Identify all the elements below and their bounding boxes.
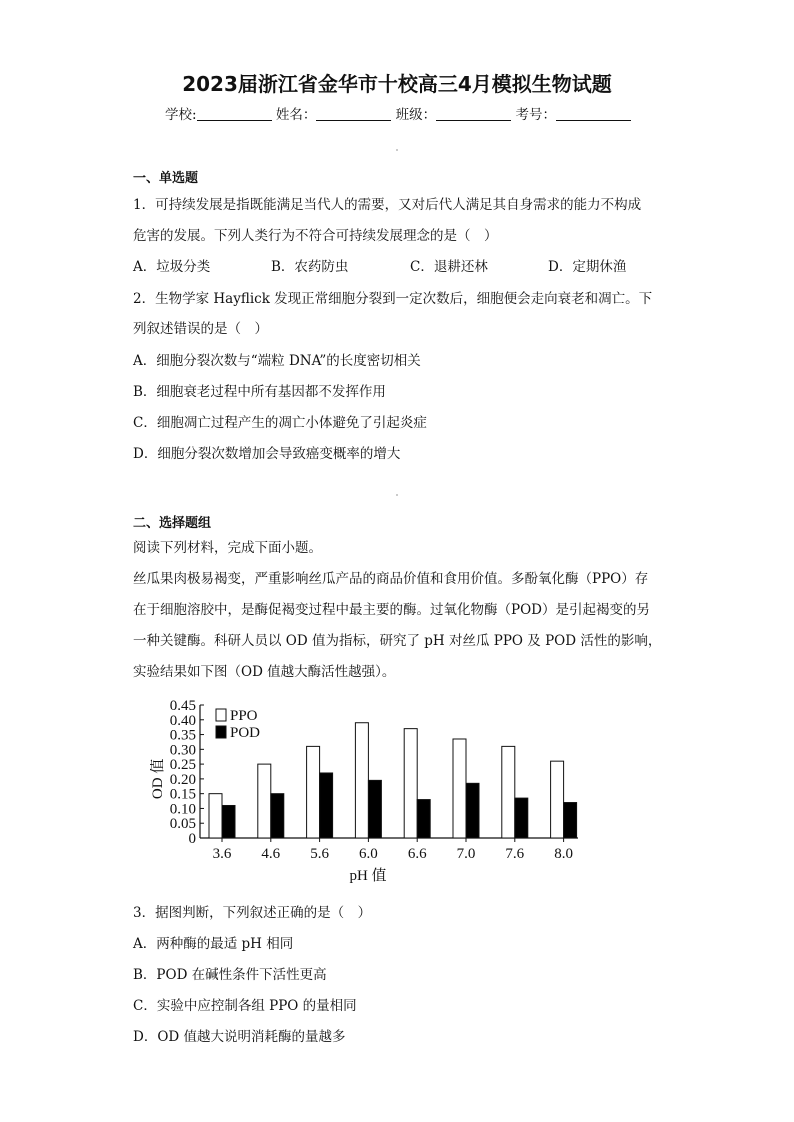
od-ph-bar-chart [150, 693, 590, 888]
bar-ppo-3.6 [209, 794, 222, 838]
question-3-option-a[interactable]: A．两种酶的最适 pH 相同 [133, 936, 294, 952]
divider-dot [396, 494, 398, 496]
question-3-option-b[interactable]: B．POD 在碱性条件下活性更高 [133, 967, 327, 983]
school-label: 学校: [165, 107, 197, 123]
bar-pod-8.0 [564, 803, 577, 838]
bar-pod-7.6 [515, 798, 528, 838]
question-2-option-d[interactable]: D．细胞分裂次数增加会导致癌变概率的增大 [133, 446, 401, 462]
bar-ppo-7.6 [502, 746, 515, 838]
y-axis-title: OD 值 [150, 758, 166, 800]
y-tick-label: 0.10 [169, 801, 196, 818]
bar-ppo-7.0 [453, 739, 466, 838]
x-tick-label: 7.0 [456, 846, 476, 862]
divider-dot [396, 149, 398, 151]
school-field[interactable] [197, 106, 272, 121]
x-tick-label: 3.6 [212, 846, 232, 862]
bar-ppo-6.0 [355, 723, 368, 838]
x-tick-label: 7.6 [505, 846, 525, 862]
passage-line-2: 在于细胞溶胶中，是酶促褐变过程中最主要的酶。过氧化物酶（POD）是引起褐变的另 [133, 602, 650, 618]
legend-swatch-pod [216, 726, 226, 738]
question-2-line-1: 2．生物学家 Hayflick 发现正常细胞分裂到一定次数后，细胞便会走向衰老和凋亡。下 [133, 291, 653, 307]
y-tick-label: 0.15 [169, 786, 196, 803]
bar-pod-3.6 [222, 805, 235, 838]
student-info-line [165, 103, 631, 123]
bar-ppo-5.6 [307, 746, 320, 838]
y-tick-label: 0.40 [169, 712, 196, 729]
name-field[interactable] [316, 106, 391, 121]
legend-swatch-ppo [216, 709, 226, 721]
bar-pod-6.0 [368, 780, 381, 838]
x-axis-title: pH 值 [349, 868, 387, 884]
question-1-option-a[interactable]: A．垃圾分类 [133, 259, 211, 275]
bar-ppo-8.0 [551, 761, 564, 838]
number-field[interactable] [556, 106, 631, 121]
question-2-line-2: 列叙述错误的是（ ） [133, 321, 268, 337]
x-tick-label: 5.6 [310, 846, 329, 862]
question-2-option-a[interactable]: A．细胞分裂次数与“端粒 DNA”的长度密切相关 [133, 353, 421, 369]
question-2-option-b[interactable]: B．细胞衰老过程中所有基因都不发挥作用 [133, 384, 386, 400]
x-tick-label: 4.6 [261, 846, 281, 862]
question-1-option-b[interactable]: B．农药防虫 [271, 259, 349, 275]
question-3-stem: 3．据图判断，下列叙述正确的是（ ） [133, 905, 372, 921]
y-tick-label: 0.25 [169, 757, 196, 774]
y-tick-label: 0 [188, 831, 196, 847]
page-title: 2023届浙江省金华市十校高三4月模拟生物试题 [182, 72, 612, 96]
legend-label-pod: POD [230, 725, 261, 741]
class-label: 班级： [395, 107, 437, 123]
question-1-option-c[interactable]: C．退耕还林 [410, 259, 488, 275]
passage-line-4: 实验结果如下图（OD 值越大酶活性越强）。 [133, 664, 396, 680]
bar-pod-4.6 [271, 794, 284, 838]
question-3-option-c[interactable]: C．实验中应控制各组 PPO 的量相同 [133, 998, 357, 1014]
y-tick-label: 0.20 [169, 771, 196, 788]
x-tick-label: 8.0 [554, 846, 573, 862]
y-tick-label: 0.35 [169, 727, 196, 744]
y-tick-label: 0.05 [169, 816, 196, 833]
name-label: 姓名： [275, 107, 317, 123]
section-heading-single-choice: 一、单选题 [133, 171, 199, 186]
question-1-line-2: 危害的发展。下列人类行为不符合可持续发展理念的是（ ） [133, 228, 498, 244]
section-heading-question-group: 二、选择题组 [133, 516, 212, 531]
question-1-option-d[interactable]: D．定期休渔 [548, 259, 627, 275]
y-tick-label: 0.30 [169, 742, 196, 759]
bar-pod-5.6 [320, 773, 333, 838]
reading-instruction: 阅读下列材料，完成下面小题。 [133, 540, 322, 556]
bar-ppo-6.6 [404, 729, 417, 838]
y-tick-label: 0.45 [169, 698, 196, 714]
passage-line-1: 丝瓜果肉极易褐变，严重影响丝瓜产品的商品价值和食用价值。多酚氧化酶（PPO）存 [133, 571, 649, 587]
x-tick-label: 6.6 [407, 846, 427, 862]
x-tick-label: 6.0 [359, 846, 378, 862]
legend-label-ppo: PPO [230, 708, 258, 724]
number-label: 考号： [515, 107, 556, 123]
bar-ppo-4.6 [258, 764, 271, 838]
passage-line-3: 一种关键酶。科研人员以 OD 值为指标，研究了 pH 对丝瓜 PPO 及 POD 活性的影响， [133, 633, 662, 649]
bar-pod-6.6 [417, 800, 430, 838]
question-2-option-c[interactable]: C．细胞凋亡过程产生的凋亡小体避免了引起炎症 [133, 415, 427, 431]
bar-pod-7.0 [466, 783, 479, 838]
question-1-line-1: 1．可持续发展是指既能满足当代人的需要，又对后代人满足其自身需求的能力不构成 [133, 197, 642, 213]
question-3-option-d[interactable]: D．OD 值越大说明消耗酶的量越多 [133, 1029, 346, 1045]
class-field[interactable] [436, 106, 511, 121]
